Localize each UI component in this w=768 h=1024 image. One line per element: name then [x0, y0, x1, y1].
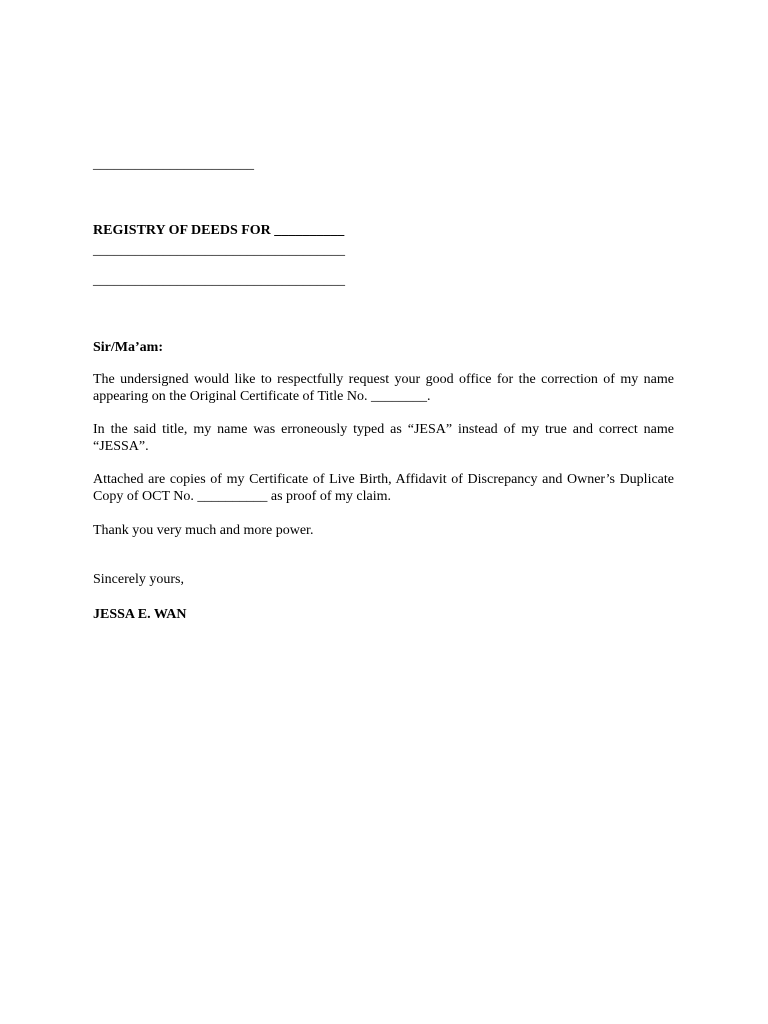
- body-paragraph-4: Thank you very much and more power.: [93, 523, 314, 538]
- address-line-1: ____________________________________: [93, 243, 345, 258]
- address-line-2: ____________________________________: [93, 273, 345, 288]
- date-line: _______________________: [93, 157, 254, 172]
- addressee-title: REGISTRY OF DEEDS FOR __________: [93, 223, 345, 238]
- body-paragraph-1: The undersigned would like to respectfully request your good office for the correction of my name appearing on the Original Certificate of Title No. ________.: [93, 372, 674, 404]
- closing: Sincerely yours,: [93, 572, 184, 587]
- signatory-name: JESSA E. WAN: [93, 607, 187, 622]
- salutation: Sir/Ma’am:: [93, 340, 163, 355]
- body-paragraph-2: In the said title, my name was erroneously typed as “JESA” instead of my true and correct name “JESSA”.: [93, 422, 674, 454]
- body-paragraph-3: Attached are copies of my Certificate of Live Birth, Affidavit of Discrepancy and Owner’s Duplicate Copy of OCT No. __________ as proof of my claim.: [93, 472, 674, 504]
